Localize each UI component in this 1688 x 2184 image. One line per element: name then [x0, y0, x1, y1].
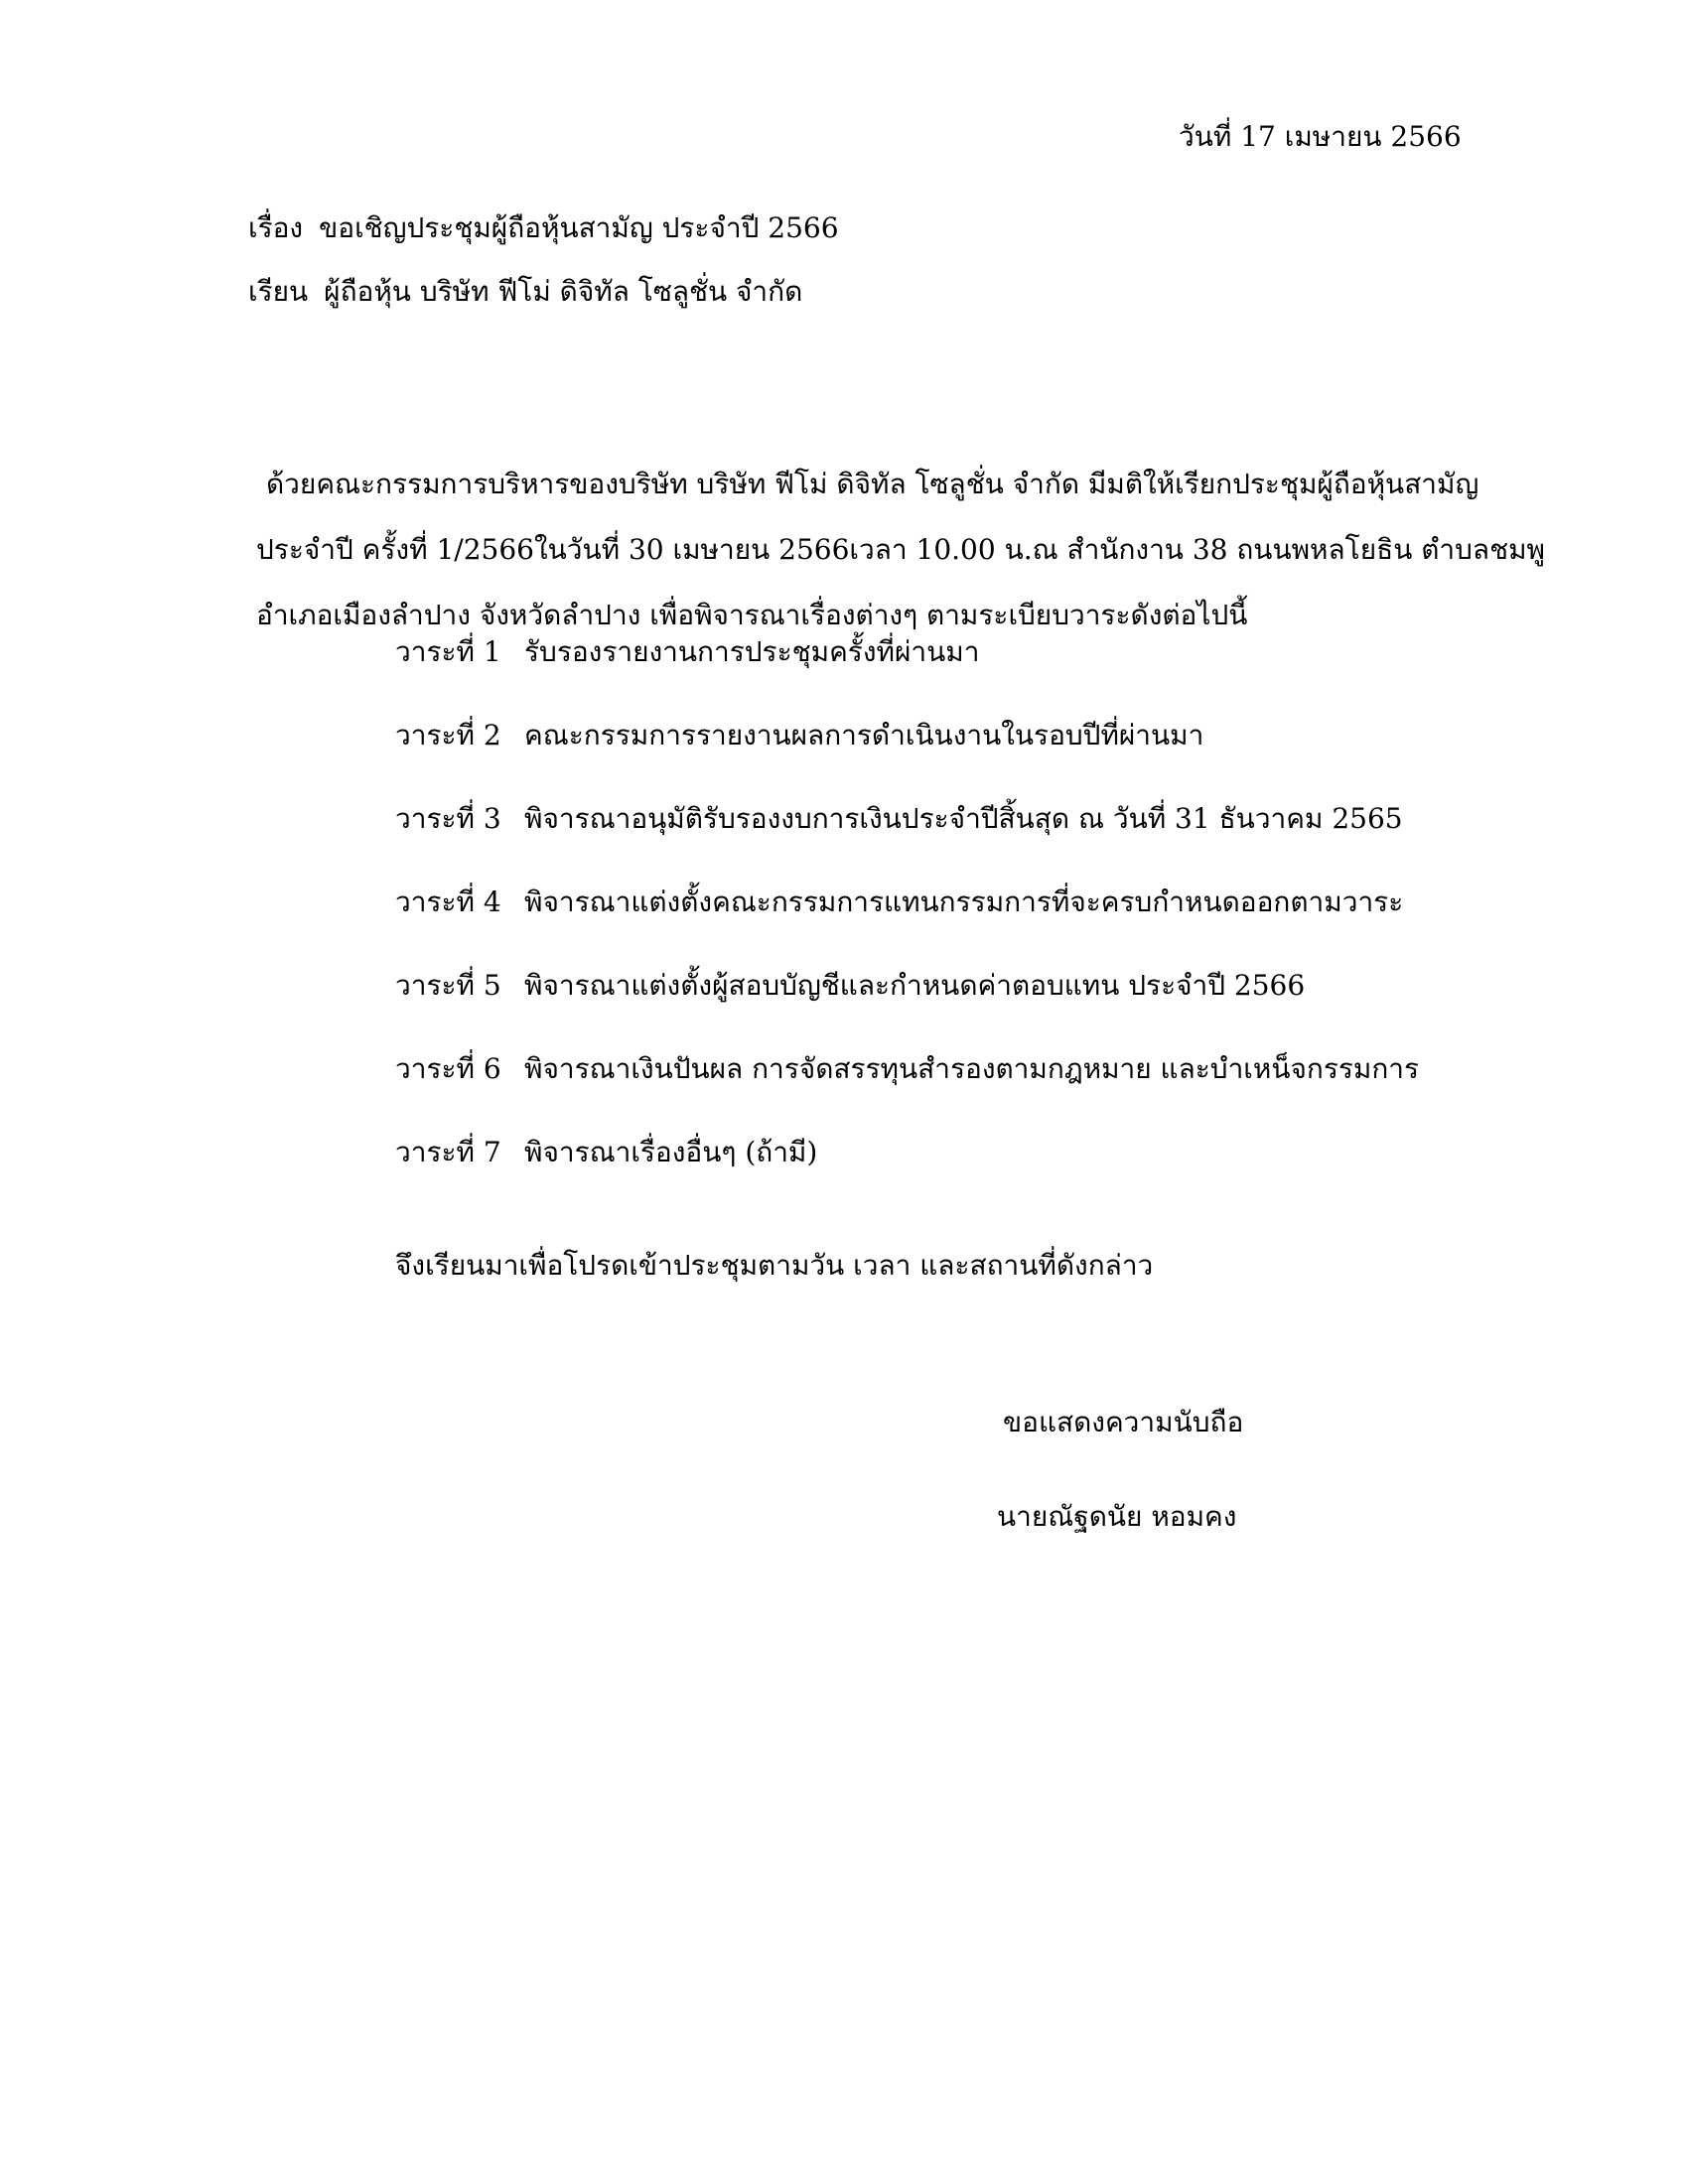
letter-date: วันที่ 17 เมษายน 2566	[1179, 120, 1462, 153]
agenda-number: วาระที่ 6	[395, 1052, 501, 1085]
agenda-item	[395, 1049, 1487, 1133]
recipient-line	[248, 272, 802, 312]
agenda-number: วาระที่ 4	[395, 886, 501, 918]
agenda-text: พิจารณาแต่งตั้งคณะกรรมการแทนกรรมการที่จะครบกำหนดออกตามวาระ	[524, 886, 1404, 918]
agenda-text: พิจารณาอนุมัติรับรองงบการเงินประจำปีสิ้นสุด ณ วันที่ 31 ธันวาคม 2565	[524, 802, 1403, 835]
subject-line	[248, 208, 839, 248]
agenda-text: พิจารณาแต่งตั้งผู้สอบบัญชีและกำหนดค่าตอบแทน ประจำปี 2566	[524, 969, 1306, 1002]
agenda-text: รับรองรายงานการประชุมครั้งที่ผ่านมา	[524, 635, 980, 668]
agenda-item	[395, 883, 1487, 966]
subject-label: เรื่อง	[248, 211, 304, 244]
agenda-number: วาระที่ 7	[395, 1136, 501, 1168]
subject-text: ขอเชิญประชุมผู้ถือหุ้นสามัญ ประจำปี 2566	[319, 211, 839, 244]
closing-sentence: จึงเรียนมาเพื่อโปรดเข้าประชุมตามวัน เวลา และสถานที่ดังกล่าว	[395, 1249, 1154, 1282]
agenda-number: วาระที่ 1	[395, 635, 501, 668]
agenda-item	[395, 966, 1487, 1049]
agenda-number: วาระที่ 2	[395, 719, 501, 751]
agenda-item	[395, 1133, 1487, 1216]
agenda-list	[395, 632, 1487, 1216]
regards-line: ขอแสดงความนับถือ	[1003, 1406, 1244, 1438]
recipient-label: เรียน	[248, 275, 309, 308]
agenda-text: พิจารณาเรื่องอื่นๆ (ถ้ามี)	[524, 1136, 818, 1168]
recipient-text: ผู้ถือหุ้น บริษัท ฟีโม่ ดิจิทัล โซลูชั่น จำกัด	[324, 275, 803, 308]
agenda-number: วาระที่ 3	[395, 802, 501, 835]
agenda-text: คณะกรรมการรายงานผลการดำเนินงานในรอบปีที่ผ่านมา	[524, 719, 1204, 751]
agenda-item	[395, 716, 1487, 799]
agenda-text: พิจารณาเงินปันผล การจัดสรรทุนสำรองตามกฎหมาย และบำเหน็จกรรมการ	[524, 1052, 1420, 1085]
body-line: ประจำปี ครั้งที่ 1/2566ในวันที่ 30 เมษายน 2566เวลา 10.00 น.ณ สำนักงาน 38 ถนนพหลโยธิน ตำบลชมพู	[256, 533, 1545, 566]
signer-name: นายณัฐดนัย หอมคง	[997, 1500, 1237, 1533]
agenda-item	[395, 799, 1487, 883]
agenda-item	[395, 632, 1487, 716]
body-paragraph	[256, 452, 1545, 648]
agenda-number: วาระที่ 5	[395, 969, 501, 1002]
body-line: ด้วยคณะกรรมการบริหารของบริษัท บริษัท ฟีโม่ ดิจิทัล โซลูชั่น จำกัด มีมติให้เรียกประชุมผู้ถือหุ้นสามัญ	[266, 468, 1479, 500]
body-line: อำเภอเมืองลำปาง จังหวัดลำปาง เพื่อพิจารณาเรื่องต่างๆ ตามระเบียบวาระดังต่อไปนี้	[256, 599, 1248, 631]
